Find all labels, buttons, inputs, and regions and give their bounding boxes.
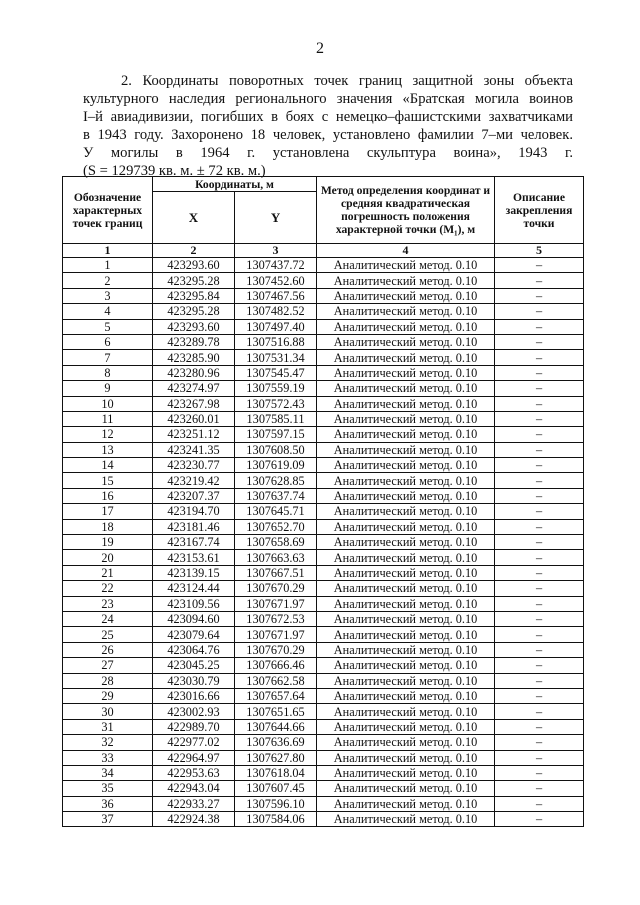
y-coordinate-cell: 1307482.52	[235, 304, 317, 319]
table-row	[63, 396, 584, 411]
fixing-cell: –	[495, 565, 584, 580]
point-id-cell: 25	[63, 627, 153, 642]
point-id-cell: 30	[63, 704, 153, 719]
x-coordinate-cell: 423285.90	[153, 350, 235, 365]
y-coordinate-cell: 1307658.69	[235, 535, 317, 550]
fixing-cell: –	[495, 735, 584, 750]
table-row	[63, 442, 584, 457]
fixing-cell: –	[495, 381, 584, 396]
method-cell: Аналитический метод. 0.10	[317, 796, 495, 811]
method-cell: Аналитический метод. 0.10	[317, 596, 495, 611]
method-cell: Аналитический метод. 0.10	[317, 442, 495, 457]
table-row	[63, 519, 584, 534]
method-cell: Аналитический метод. 0.10	[317, 765, 495, 780]
y-coordinate-cell: 1307671.97	[235, 627, 317, 642]
table-row	[63, 704, 584, 719]
point-id-cell: 22	[63, 581, 153, 596]
y-coordinate-cell: 1307663.63	[235, 550, 317, 565]
header-y: Y	[235, 192, 317, 244]
point-id-cell: 2	[63, 273, 153, 288]
column-number: 4	[317, 244, 495, 258]
fixing-cell: –	[495, 781, 584, 796]
point-id-cell: 31	[63, 719, 153, 734]
x-coordinate-cell: 423219.42	[153, 473, 235, 488]
x-coordinate-cell: 423124.44	[153, 581, 235, 596]
fixing-cell: –	[495, 627, 584, 642]
y-coordinate-cell: 1307637.74	[235, 488, 317, 503]
table-row	[63, 673, 584, 688]
method-cell: Аналитический метод. 0.10	[317, 750, 495, 765]
method-cell: Аналитический метод. 0.10	[317, 365, 495, 380]
fixing-cell: –	[495, 458, 584, 473]
table-row	[63, 565, 584, 580]
y-coordinate-cell: 1307657.64	[235, 688, 317, 703]
y-coordinate-cell: 1307651.65	[235, 704, 317, 719]
header-method: Метод определения координат и средняя квадратическая погрешность положения характерной точки (M₁), м	[317, 177, 495, 244]
point-id-cell: 36	[63, 796, 153, 811]
x-coordinate-cell: 423194.70	[153, 504, 235, 519]
method-cell: Аналитический метод. 0.10	[317, 319, 495, 334]
column-number: 5	[495, 244, 584, 258]
fixing-cell: –	[495, 334, 584, 349]
method-cell: Аналитический метод. 0.10	[317, 673, 495, 688]
table-row	[63, 765, 584, 780]
y-coordinate-cell: 1307516.88	[235, 334, 317, 349]
point-id-cell: 32	[63, 735, 153, 750]
x-coordinate-cell: 423030.79	[153, 673, 235, 688]
table-row	[63, 427, 584, 442]
x-coordinate-cell: 423167.74	[153, 535, 235, 550]
point-id-cell: 12	[63, 427, 153, 442]
coordinates-table-body	[63, 258, 584, 827]
x-coordinate-cell: 423094.60	[153, 611, 235, 626]
point-id-cell: 6	[63, 334, 153, 349]
coordinates-table	[62, 176, 584, 827]
x-coordinate-cell: 422953.63	[153, 765, 235, 780]
table-row	[63, 288, 584, 303]
x-coordinate-cell: 423241.35	[153, 442, 235, 457]
table-row	[63, 504, 584, 519]
x-coordinate-cell: 423153.61	[153, 550, 235, 565]
table-row	[63, 658, 584, 673]
fixing-cell: –	[495, 796, 584, 811]
method-cell: Аналитический метод. 0.10	[317, 688, 495, 703]
fixing-cell: –	[495, 365, 584, 380]
fixing-cell: –	[495, 488, 584, 503]
table-row	[63, 535, 584, 550]
y-coordinate-cell: 1307467.56	[235, 288, 317, 303]
method-cell: Аналитический метод. 0.10	[317, 458, 495, 473]
y-coordinate-cell: 1307627.80	[235, 750, 317, 765]
y-coordinate-cell: 1307437.72	[235, 258, 317, 273]
x-coordinate-cell: 423109.56	[153, 596, 235, 611]
x-coordinate-cell: 423295.84	[153, 288, 235, 303]
method-cell: Аналитический метод. 0.10	[317, 735, 495, 750]
point-id-cell: 20	[63, 550, 153, 565]
point-id-cell: 29	[63, 688, 153, 703]
column-number: 1	[63, 244, 153, 258]
method-cell: Аналитический метод. 0.10	[317, 258, 495, 273]
point-id-cell: 24	[63, 611, 153, 626]
fixing-cell: –	[495, 765, 584, 780]
y-coordinate-cell: 1307559.19	[235, 381, 317, 396]
method-cell: Аналитический метод. 0.10	[317, 396, 495, 411]
x-coordinate-cell: 422924.38	[153, 812, 235, 827]
table-row	[63, 304, 584, 319]
table-row	[63, 411, 584, 426]
method-cell: Аналитический метод. 0.10	[317, 334, 495, 349]
table-row	[63, 350, 584, 365]
x-coordinate-cell: 423079.64	[153, 627, 235, 642]
table-row	[63, 596, 584, 611]
method-cell: Аналитический метод. 0.10	[317, 781, 495, 796]
x-coordinate-cell: 423139.15	[153, 565, 235, 580]
method-cell: Аналитический метод. 0.10	[317, 381, 495, 396]
x-coordinate-cell: 422943.04	[153, 781, 235, 796]
x-coordinate-cell: 423064.76	[153, 642, 235, 657]
point-id-cell: 1	[63, 258, 153, 273]
fixing-cell: –	[495, 273, 584, 288]
y-coordinate-cell: 1307645.71	[235, 504, 317, 519]
page-number: 2	[316, 40, 324, 57]
y-coordinate-cell: 1307545.47	[235, 365, 317, 380]
point-id-cell: 27	[63, 658, 153, 673]
x-coordinate-cell: 423293.60	[153, 258, 235, 273]
x-coordinate-cell: 422964.97	[153, 750, 235, 765]
method-cell: Аналитический метод. 0.10	[317, 304, 495, 319]
fixing-cell: –	[495, 288, 584, 303]
fixing-cell: –	[495, 350, 584, 365]
y-coordinate-cell: 1307667.51	[235, 565, 317, 580]
table-row	[63, 781, 584, 796]
fixing-cell: –	[495, 704, 584, 719]
table-row	[63, 627, 584, 642]
x-coordinate-cell: 423280.96	[153, 365, 235, 380]
table-row	[63, 719, 584, 734]
fixing-cell: –	[495, 688, 584, 703]
point-id-cell: 10	[63, 396, 153, 411]
x-coordinate-cell: 423295.28	[153, 304, 235, 319]
table-row	[63, 458, 584, 473]
x-coordinate-cell: 423251.12	[153, 427, 235, 442]
fixing-cell: –	[495, 411, 584, 426]
method-cell: Аналитический метод. 0.10	[317, 535, 495, 550]
method-cell: Аналитический метод. 0.10	[317, 427, 495, 442]
x-coordinate-cell: 423260.01	[153, 411, 235, 426]
method-cell: Аналитический метод. 0.10	[317, 519, 495, 534]
point-id-cell: 18	[63, 519, 153, 534]
x-coordinate-cell: 423002.93	[153, 704, 235, 719]
fixing-cell: –	[495, 596, 584, 611]
fixing-cell: –	[495, 581, 584, 596]
x-coordinate-cell: 423295.28	[153, 273, 235, 288]
column-number: 2	[153, 244, 235, 258]
point-id-cell: 37	[63, 812, 153, 827]
point-id-cell: 15	[63, 473, 153, 488]
table-row	[63, 319, 584, 334]
point-id-cell: 17	[63, 504, 153, 519]
point-id-cell: 3	[63, 288, 153, 303]
y-coordinate-cell: 1307666.46	[235, 658, 317, 673]
table-row	[63, 735, 584, 750]
method-cell: Аналитический метод. 0.10	[317, 550, 495, 565]
method-cell: Аналитический метод. 0.10	[317, 350, 495, 365]
table-row	[63, 365, 584, 380]
method-cell: Аналитический метод. 0.10	[317, 565, 495, 580]
point-id-cell: 34	[63, 765, 153, 780]
y-coordinate-cell: 1307497.40	[235, 319, 317, 334]
fixing-cell: –	[495, 519, 584, 534]
table-row	[63, 381, 584, 396]
table-row	[63, 488, 584, 503]
method-cell: Аналитический метод. 0.10	[317, 611, 495, 626]
fixing-cell: –	[495, 611, 584, 626]
header-x: X	[153, 192, 235, 244]
y-coordinate-cell: 1307596.10	[235, 796, 317, 811]
method-cell: Аналитический метод. 0.10	[317, 704, 495, 719]
fixing-cell: –	[495, 658, 584, 673]
point-id-cell: 14	[63, 458, 153, 473]
column-number: 3	[235, 244, 317, 258]
fixing-cell: –	[495, 504, 584, 519]
intro-line: (S = 129739 кв. м. ± 72 кв. м.)	[83, 163, 266, 179]
point-id-cell: 26	[63, 642, 153, 657]
point-id-cell: 16	[63, 488, 153, 503]
y-coordinate-cell: 1307672.53	[235, 611, 317, 626]
method-cell: Аналитический метод. 0.10	[317, 642, 495, 657]
x-coordinate-cell: 423274.97	[153, 381, 235, 396]
y-coordinate-cell: 1307670.29	[235, 581, 317, 596]
fixing-cell: –	[495, 673, 584, 688]
fixing-cell: –	[495, 750, 584, 765]
intro-line: I–й авиадивизии, погибших в боях с немецко–фашистскими захватчиками	[83, 109, 573, 125]
x-coordinate-cell: 423293.60	[153, 319, 235, 334]
table-row	[63, 334, 584, 349]
point-id-cell: 9	[63, 381, 153, 396]
y-coordinate-cell: 1307608.50	[235, 442, 317, 457]
fixing-cell: –	[495, 642, 584, 657]
y-coordinate-cell: 1307670.29	[235, 642, 317, 657]
y-coordinate-cell: 1307597.15	[235, 427, 317, 442]
y-coordinate-cell: 1307652.70	[235, 519, 317, 534]
table-row	[63, 750, 584, 765]
fixing-cell: –	[495, 258, 584, 273]
method-cell: Аналитический метод. 0.10	[317, 488, 495, 503]
x-coordinate-cell: 422933.27	[153, 796, 235, 811]
fixing-cell: –	[495, 719, 584, 734]
y-coordinate-cell: 1307662.58	[235, 673, 317, 688]
fixing-cell: –	[495, 442, 584, 457]
y-coordinate-cell: 1307585.11	[235, 411, 317, 426]
y-coordinate-cell: 1307607.45	[235, 781, 317, 796]
y-coordinate-cell: 1307644.66	[235, 719, 317, 734]
point-id-cell: 4	[63, 304, 153, 319]
y-coordinate-cell: 1307671.97	[235, 596, 317, 611]
x-coordinate-cell: 422977.02	[153, 735, 235, 750]
y-coordinate-cell: 1307572.43	[235, 396, 317, 411]
point-id-cell: 19	[63, 535, 153, 550]
table-row	[63, 550, 584, 565]
table-row	[63, 611, 584, 626]
fixing-cell: –	[495, 319, 584, 334]
intro-line: У могилы в 1964 г. установлена скульптура воина», 1943 г.	[83, 145, 573, 161]
y-coordinate-cell: 1307628.85	[235, 473, 317, 488]
point-id-cell: 23	[63, 596, 153, 611]
x-coordinate-cell: 423289.78	[153, 334, 235, 349]
x-coordinate-cell: 423230.77	[153, 458, 235, 473]
table-row	[63, 812, 584, 827]
x-coordinate-cell: 423016.66	[153, 688, 235, 703]
method-cell: Аналитический метод. 0.10	[317, 812, 495, 827]
method-cell: Аналитический метод. 0.10	[317, 411, 495, 426]
fixing-cell: –	[495, 812, 584, 827]
fixing-cell: –	[495, 473, 584, 488]
y-coordinate-cell: 1307452.60	[235, 273, 317, 288]
fixing-cell: –	[495, 396, 584, 411]
fixing-cell: –	[495, 427, 584, 442]
point-id-cell: 33	[63, 750, 153, 765]
method-cell: Аналитический метод. 0.10	[317, 473, 495, 488]
x-coordinate-cell: 423045.25	[153, 658, 235, 673]
table-row	[63, 473, 584, 488]
point-id-cell: 7	[63, 350, 153, 365]
point-id-cell: 5	[63, 319, 153, 334]
fixing-cell: –	[495, 550, 584, 565]
intro-line: культурного наследия регионального значения «Братская могила воинов	[83, 91, 573, 107]
x-coordinate-cell: 423207.37	[153, 488, 235, 503]
method-cell: Аналитический метод. 0.10	[317, 658, 495, 673]
header-point-id: Обозначение характерных точек границ	[63, 177, 153, 244]
intro-paragraph	[83, 72, 573, 180]
method-cell: Аналитический метод. 0.10	[317, 627, 495, 642]
header-coordinates: Координаты, м	[153, 177, 317, 192]
method-cell: Аналитический метод. 0.10	[317, 288, 495, 303]
intro-line: 2. Координаты поворотных точек границ защитной зоны объекта	[121, 73, 573, 89]
fixing-cell: –	[495, 304, 584, 319]
x-coordinate-cell: 423181.46	[153, 519, 235, 534]
y-coordinate-cell: 1307584.06	[235, 812, 317, 827]
intro-line: в 1943 году. Захоронено 18 человек, установлено фамилии 7–ми человек.	[83, 127, 573, 143]
method-cell: Аналитический метод. 0.10	[317, 273, 495, 288]
fixing-cell: –	[495, 535, 584, 550]
x-coordinate-cell: 422989.70	[153, 719, 235, 734]
point-id-cell: 8	[63, 365, 153, 380]
table-row	[63, 796, 584, 811]
header-fixing: Описание закрепления точки	[495, 177, 584, 244]
point-id-cell: 35	[63, 781, 153, 796]
method-cell: Аналитический метод. 0.10	[317, 719, 495, 734]
table-row	[63, 581, 584, 596]
y-coordinate-cell: 1307636.69	[235, 735, 317, 750]
point-id-cell: 13	[63, 442, 153, 457]
point-id-cell: 21	[63, 565, 153, 580]
method-cell: Аналитический метод. 0.10	[317, 504, 495, 519]
method-cell: Аналитический метод. 0.10	[317, 581, 495, 596]
point-id-cell: 11	[63, 411, 153, 426]
table-row	[63, 642, 584, 657]
y-coordinate-cell: 1307618.04	[235, 765, 317, 780]
table-row	[63, 258, 584, 273]
y-coordinate-cell: 1307619.09	[235, 458, 317, 473]
x-coordinate-cell: 423267.98	[153, 396, 235, 411]
table-row	[63, 273, 584, 288]
point-id-cell: 28	[63, 673, 153, 688]
table-row	[63, 688, 584, 703]
y-coordinate-cell: 1307531.34	[235, 350, 317, 365]
